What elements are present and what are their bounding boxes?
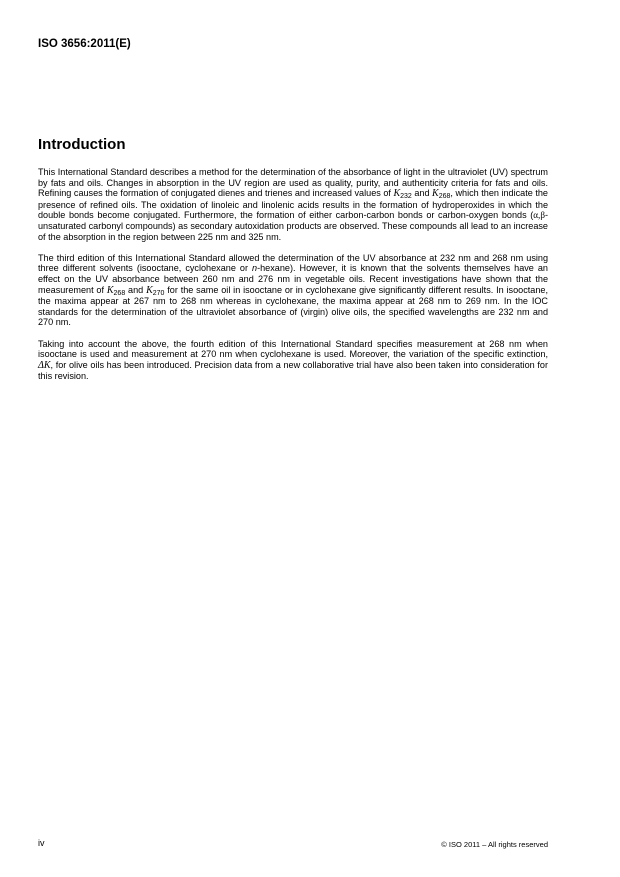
introduction-body: [38, 167, 548, 392]
copyright-notice: © ISO 2011 – All rights reserved: [441, 840, 548, 849]
paragraph-1: [38, 167, 548, 242]
k-variable: K: [393, 188, 401, 200]
k-subscript: 232: [400, 193, 412, 201]
p1-and: and: [411, 188, 433, 199]
k-variable: K: [106, 284, 114, 296]
k-subscript: 270: [152, 289, 165, 297]
k-variable: K: [146, 284, 153, 296]
paragraph-3: [38, 339, 548, 382]
paragraph-2: [38, 253, 548, 328]
page-number: iv: [38, 838, 45, 848]
p2-text-b: -hexane). However, it is known that the solvents themselves have an effect on the UV absorbance between 260 nm and 276 nm in vegetable oils. Recent investigations have shown that the measurement of: [38, 263, 548, 295]
p1-text-b: , which then indicate the presence of refined oils. The oxidation of linoleic and linolenic acids results in the formation of hydroperoxides in which the double bonds become conjugated. Furthermore, the formation of either carbon-carbon bonds or carbon-oxygen bonds (: [38, 188, 548, 221]
n-italic: n: [252, 263, 258, 274]
delta-k: ΔK: [38, 359, 51, 371]
p3-text-b: , for olive oils has been introduced. Precision data from a new collaborative trial have also been taken into consideration for this revision.: [38, 359, 548, 382]
p2-and: and: [125, 284, 147, 295]
k-subscript: 268: [438, 193, 451, 201]
p3-text-a: Taking into account the above, the fourth edition of this International Standard specifies measurement at 268 nm when isooctane is used and measurement at 270 nm when cyclohexane is used. Moreover, the variation of the specific extinction,: [38, 338, 548, 360]
section-title: Introduction: [38, 136, 126, 153]
p1-text-c: -unsaturated carbonyl compounds) as secondary autoxidation products are observed. These compounds all lead to an increase of the absorption in the region between 225 nm and 325 nm.: [38, 210, 548, 242]
k-variable: K: [432, 188, 439, 200]
p2-text-c: for the same oil in isooctane or in cyclohexane give significantly different results. In isooctane, the maxima appear at 267 nm to 268 nm whereas in cyclohexane, the maxima appear at 268 nm to 269 nm. In the IOC standards for the determination of the ultraviolet absorbance of (virgin) olive oils, the specified wavelengths are 232 nm and 270 nm.: [38, 284, 548, 328]
p1-text-a: This International Standard describes a method for the determination of the absorbance of light in the ultraviolet (UV) spectrum by fats and oils. Changes in absorption in the UV region are used as quality, purity, and authenticity criteria for fats and oils. Refining causes the formation of conjugated dienes and trienes and increased values of: [38, 167, 548, 199]
document-id: ISO 3656:2011(E): [38, 38, 131, 50]
k-subscript: 268: [113, 289, 126, 297]
p2-text-a: The third edition of this International Standard allowed the determination of the UV absorbance at 232 nm and 268 nm using three different solvents (isooctane, cyclohexane or: [38, 252, 548, 274]
greek-symbols: α,β: [533, 210, 545, 221]
